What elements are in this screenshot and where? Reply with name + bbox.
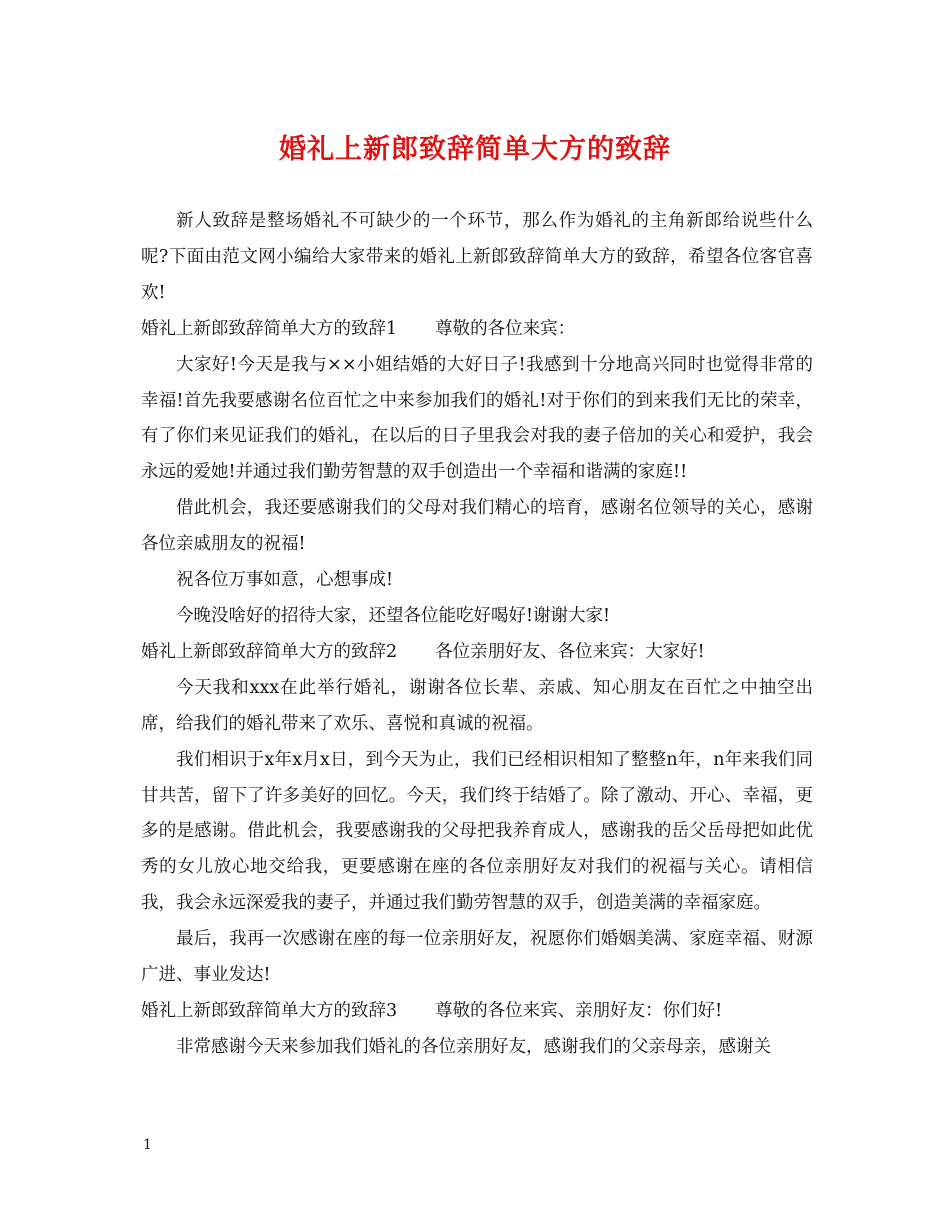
- section-1-heading: 婚礼上新郎致辞简单大方的致辞1: [141, 318, 398, 339]
- section-3-paragraph-1: 非常感谢今天来参加我们婚礼的各位亲朋好友，感谢我们的父亲母亲，感谢关: [176, 1036, 771, 1057]
- intro-paragraph: 新人致辞是整场婚礼不可缺少的一个环节，那么作为婚礼的主角新郎给说些什么呢?下面由范文网小编给大家带来的婚礼上新郎致辞简单大方的致辞，希望各位客官喜欢!: [141, 211, 813, 303]
- section-3-salutation: 尊敬的各位来宾、亲朋好友：你们好!: [435, 1000, 723, 1021]
- section-3-heading-line: [141, 994, 813, 1030]
- section-2-heading-line: [141, 635, 813, 671]
- section-1-salutation: 尊敬的各位来宾：: [435, 318, 576, 339]
- section-1-heading-line: [141, 312, 813, 348]
- section-2-paragraph-3: 最后，我再一次感谢在座的每一位亲朋好友，祝愿你们婚姻美满、家庭幸福、财源广进、事业发达!: [141, 929, 813, 986]
- section-2-paragraph-1: 今天我和xxx在此举行婚礼，谢谢各位长辈、亲戚、知心朋友在百忙之中抽空出席，给我们的婚礼带来了欢乐、喜悦和真诚的祝福。: [141, 677, 813, 734]
- section-1-paragraph-1: 大家好!今天是我与××小姐结婚的大好日子!我感到十分地高兴同时也觉得非常的幸福!首先我要感谢名位百忙之中来参加我们的婚礼!对于你们的到来我们无比的荣幸，有了你们来见证我们的婚礼，在以后的日子里我会对我的妻子倍加的关心和爱护，我会永远的爱她!并通过我们勤劳智慧的双手创造出一个幸福和谐满的家庭!!: [141, 354, 813, 483]
- document-body: [141, 204, 813, 1066]
- document-title: 婚礼上新郎致辞简单大方的致辞: [279, 134, 671, 165]
- page-number: 1: [143, 1137, 152, 1153]
- section-1-paragraph-3: 祝各位万事如意，心想事成!: [176, 570, 394, 591]
- section-2-heading: 婚礼上新郎致辞简单大方的致辞2: [141, 641, 398, 662]
- section-2-salutation: 各位亲朋好友、各位来宾：大家好!: [435, 641, 705, 662]
- section-3-heading: 婚礼上新郎致辞简单大方的致辞3: [141, 1000, 398, 1021]
- section-2-paragraph-2: 我们相识于x年x月x日，到今天为止，我们已经相识相知了整整n年，n年来我们同甘共苦，留下了许多美好的回忆。今天，我们终于结婚了。除了激动、开心、幸福，更多的是感谢。借此机会，我要感谢我的父母把我养育成人，感谢我的岳父岳母把如此优秀的女儿放心地交给我，更要感谢在座的各位亲朋好友对我们的祝福与关心。请相信我，我会永远深爱我的妻子，并通过我们勤劳智慧的双手，创造美满的幸福家庭。: [141, 749, 813, 914]
- section-1-paragraph-4: 今晚没啥好的招待大家，还望各位能吃好喝好!谢谢大家!: [176, 605, 611, 626]
- section-1-paragraph-2: 借此机会，我还要感谢我们的父母对我们精心的培育，感谢名位领导的关心，感谢各位亲戚朋友的祝福!: [141, 498, 813, 555]
